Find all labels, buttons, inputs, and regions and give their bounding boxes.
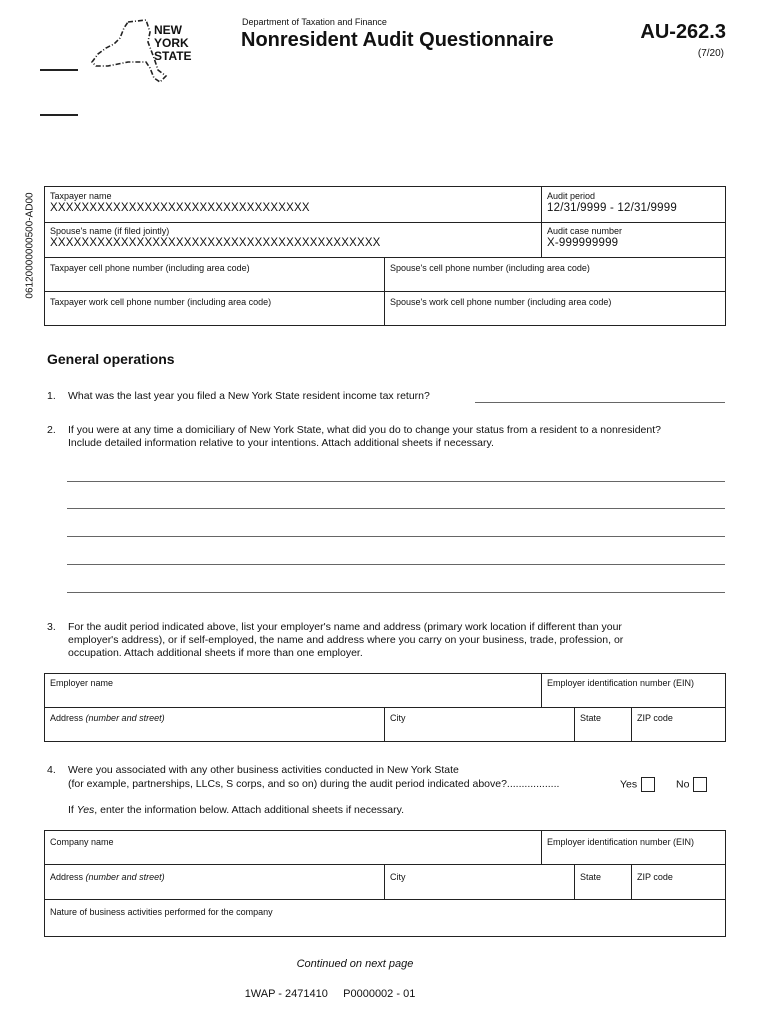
taxpayer-work-cell-label[interactable]: Taxpayer work cell phone number (including area code) bbox=[50, 297, 272, 307]
q3-number: 3. bbox=[47, 621, 56, 633]
company-address-hint: (number and street) bbox=[85, 872, 165, 882]
q4-yes-option[interactable] bbox=[620, 777, 655, 792]
q4-yes-label: Yes bbox=[620, 778, 638, 791]
spouse-work-cell-label[interactable]: Spouse's work cell phone number (including area code) bbox=[390, 297, 612, 307]
audit-case-label: Audit case number bbox=[547, 226, 623, 236]
employer-state-field[interactable]: State bbox=[580, 713, 602, 723]
q1-text: What was the last year you filed a New York State resident income tax return? bbox=[68, 390, 430, 402]
company-ein-field[interactable]: Employer identification number (EIN) bbox=[547, 837, 695, 847]
employer-address-label: Address bbox=[50, 713, 84, 723]
employer-zip-field[interactable]: ZIP code bbox=[637, 713, 673, 723]
employer-city-field[interactable]: City bbox=[390, 713, 406, 723]
logo-line-2: YORK bbox=[154, 36, 189, 50]
form-revision: (7/20) bbox=[697, 48, 724, 59]
q2-line-1: If you were at any time a domiciliary of New York State, what did you do to change your status from a resident to a nonresident? bbox=[68, 424, 661, 436]
if-yes-italic: Yes bbox=[76, 804, 95, 816]
employer-name-field[interactable]: Employer name bbox=[50, 678, 114, 688]
q2-answer-line[interactable] bbox=[67, 481, 725, 482]
q1-answer-line[interactable] bbox=[475, 402, 725, 403]
q4-line-1: Were you associated with any other business activities conducted in New York State bbox=[68, 764, 459, 776]
side-form-code: 06120000000500-AD00 bbox=[24, 192, 36, 299]
q2-answer-line[interactable] bbox=[67, 536, 725, 537]
q4-number: 4. bbox=[47, 764, 56, 776]
q2-answer-line[interactable] bbox=[67, 592, 725, 593]
taxpayer-cell-label[interactable]: Taxpayer cell phone number (including area code) bbox=[50, 263, 250, 273]
company-zip-field[interactable]: ZIP code bbox=[637, 872, 673, 882]
q2-answer-line[interactable] bbox=[67, 508, 725, 509]
q4-no-label: No bbox=[676, 778, 690, 791]
if-yes-rest: , enter the information below. Attach additional sheets if necessary. bbox=[94, 804, 405, 816]
q3-line-1: For the audit period indicated above, list your employer's name and address (primary work location if different than your bbox=[68, 621, 622, 633]
company-address-label: Address bbox=[50, 872, 84, 882]
q2-number: 2. bbox=[47, 424, 56, 436]
taxpayer-name-value[interactable]: XXXXXXXXXXXXXXXXXXXXXXXXXXXXXXXXX bbox=[50, 202, 310, 214]
q2-line-2: Include detailed information relative to your intentions. Attach additional sheets if necessary. bbox=[68, 437, 494, 449]
audit-case-value[interactable]: X-999999999 bbox=[547, 237, 619, 249]
employer-address-field[interactable] bbox=[50, 713, 165, 723]
q4-line-2: (for example, partnerships, LLCs, S corps, and so on) during the audit period indicated above?.................. bbox=[68, 778, 560, 790]
q4-yes-checkbox[interactable] bbox=[641, 777, 655, 792]
q3-line-3: occupation. Attach additional sheets if more than one employer. bbox=[68, 647, 363, 659]
footer-code: 1WAP - 2471410 P0000002 - 01 bbox=[244, 988, 416, 1000]
company-city-field[interactable]: City bbox=[390, 872, 406, 882]
spouse-name-label: Spouse's name (if filed jointly) bbox=[50, 226, 170, 236]
q4-if-yes-text bbox=[68, 804, 404, 817]
company-nature-field[interactable]: Nature of business activities performed for the company bbox=[50, 907, 273, 917]
audit-period-label: Audit period bbox=[547, 191, 596, 201]
audit-period-value[interactable]: 12/31/9999 - 12/31/9999 bbox=[547, 202, 677, 214]
taxpayer-name-label: Taxpayer name bbox=[50, 191, 112, 201]
q3-line-2: employer's address), or if self-employed, the name and address where you carry on your business, trade, profession, or bbox=[68, 634, 624, 646]
company-name-field[interactable]: Company name bbox=[50, 837, 114, 847]
spouse-cell-label[interactable]: Spouse's cell phone number (including area code) bbox=[390, 263, 590, 273]
q1-number: 1. bbox=[47, 390, 56, 402]
q4-no-option[interactable] bbox=[676, 777, 707, 792]
company-state-field[interactable]: State bbox=[580, 872, 602, 882]
section-title: General operations bbox=[47, 351, 175, 367]
company-address-field[interactable] bbox=[50, 872, 165, 882]
corner-mark-top bbox=[40, 69, 78, 71]
nys-logo bbox=[88, 18, 204, 86]
logo-line-1: NEW bbox=[154, 23, 182, 37]
spouse-name-value[interactable]: XXXXXXXXXXXXXXXXXXXXXXXXXXXXXXXXXXXXXXXXXX bbox=[50, 237, 381, 249]
q4-no-checkbox[interactable] bbox=[693, 777, 707, 792]
department-name: Department of Taxation and Finance bbox=[242, 17, 387, 27]
q2-answer-line[interactable] bbox=[67, 564, 725, 565]
form-number: AU-262.3 bbox=[640, 21, 726, 43]
corner-mark-bottom bbox=[40, 114, 78, 116]
continued-note: Continued on next page bbox=[296, 958, 414, 970]
employer-address-hint: (number and street) bbox=[85, 713, 165, 723]
employer-ein-field[interactable]: Employer identification number (EIN) bbox=[547, 678, 695, 688]
logo-line-3: STATE bbox=[154, 49, 192, 63]
page-title: Nonresident Audit Questionnaire bbox=[241, 29, 554, 51]
if-yes-prefix: If bbox=[68, 804, 77, 816]
